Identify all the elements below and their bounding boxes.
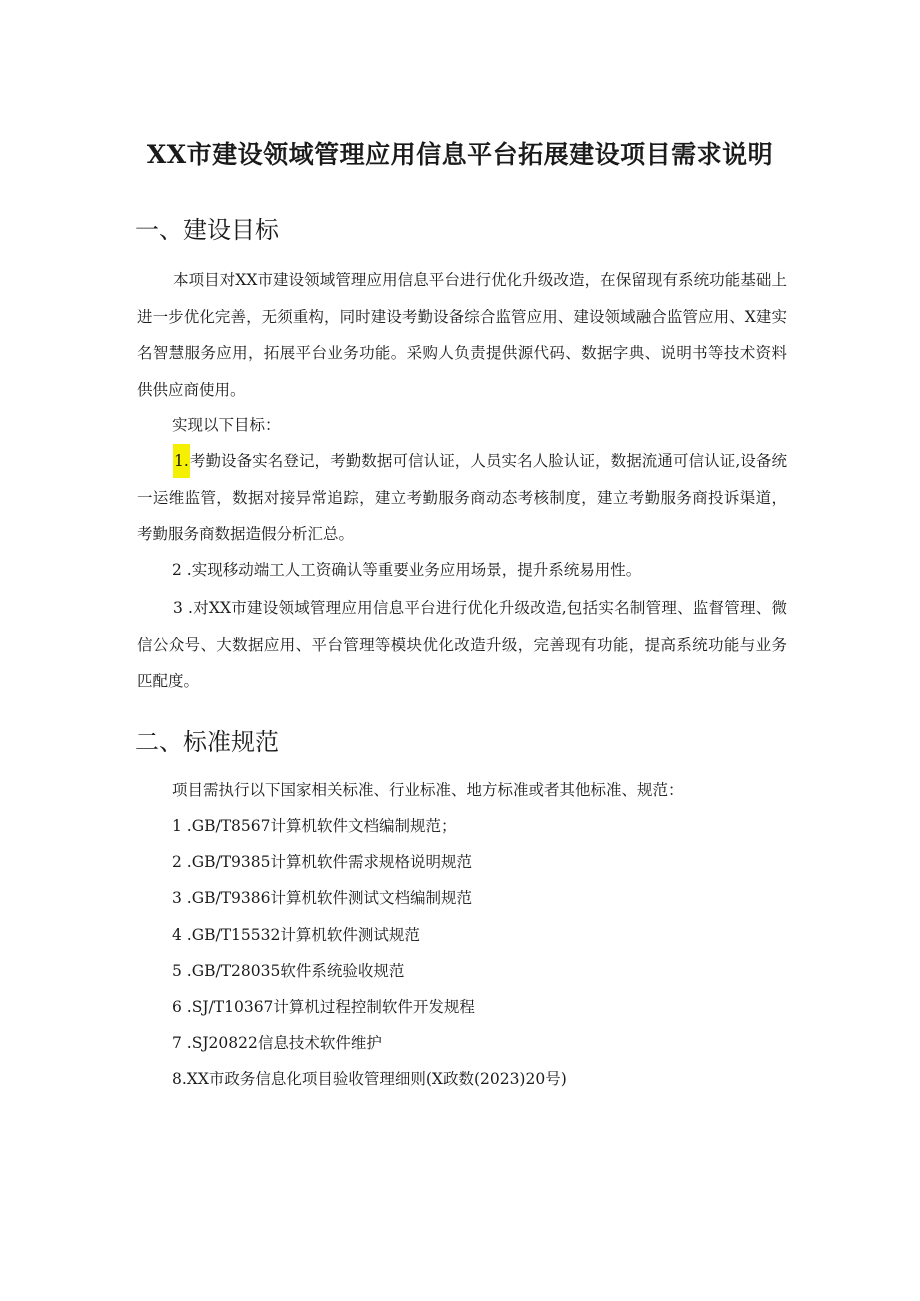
section2-intro-text: 项目需执行以下国家相关标准、行业标准、地方标准或者其他标准、规范： (172, 781, 684, 799)
goal-1-paragraph (137, 443, 787, 553)
goal-2-paragraph: 2 .实现移动端工人工资确认等重要业务应用场景，提升系统易用性。 (172, 561, 642, 579)
section2-heading: 二、标准规范 (135, 728, 279, 756)
goal-1-text: 考勤设备实名登记，考勤数据可信认证，人员实名人脸认证，数据流通可信认证,设备统一运维监管，数据对接异常追踪，建立考勤服务商动态考核制度，建立考勤服务商投诉渠道，考勤服务商数据造假分析汇总。 (137, 452, 787, 543)
standard-list-item: 2 .GB/T9385计算机软件需求规格说明规范 (172, 853, 472, 871)
section1-intro-paragraph: 本项目对XX市建设领域管理应用信息平台进行优化升级改造，在保留现有系统功能基础上进一步优化完善，无须重构，同时建设考勤设备综合监管应用、建设领域融合监管应用、X建实名智慧服务应用，拓展平台业务功能。采购人负责提供源代码、数据字典、说明书等技术资料供供应商使用。 (137, 271, 787, 399)
section1-heading: 一、建设目标 (135, 216, 279, 244)
goal-1-number-highlight: 1. (173, 444, 190, 478)
standard-list-item: 6 .SJ/T10367计算机过程控制软件开发规程 (172, 998, 475, 1016)
goals-lead-text: 实现以下目标： (172, 416, 281, 434)
standard-list-item: 3 .GB/T9386计算机软件测试文档编制规范 (172, 889, 472, 907)
standard-list-item: 7 .SJ20822信息技术软件维护 (172, 1034, 382, 1052)
goal-3-paragraph: 3 .对XX市建设领域管理应用信息平台进行优化升级改造,包括实名制管理、监督管理、微信公众号、大数据应用、平台管理等模块优化改造升级，完善现有功能，提高系统功能与业务匹配度。 (137, 599, 787, 690)
standard-list-item: 5 .GB/T28035软件系统验收规范 (172, 962, 405, 980)
document-title: XX市建设领域管理应用信息平台拓展建设项目需求说明 (146, 140, 774, 169)
standard-list-item: 8.XX市政务信息化项目验收管理细则(X政数(2023)20号) (172, 1070, 567, 1088)
standard-list-item: 4 .GB/T15532计算机软件测试规范 (172, 926, 420, 944)
standard-list-item: 1 .GB/T8567计算机软件文档编制规范； (172, 817, 457, 835)
